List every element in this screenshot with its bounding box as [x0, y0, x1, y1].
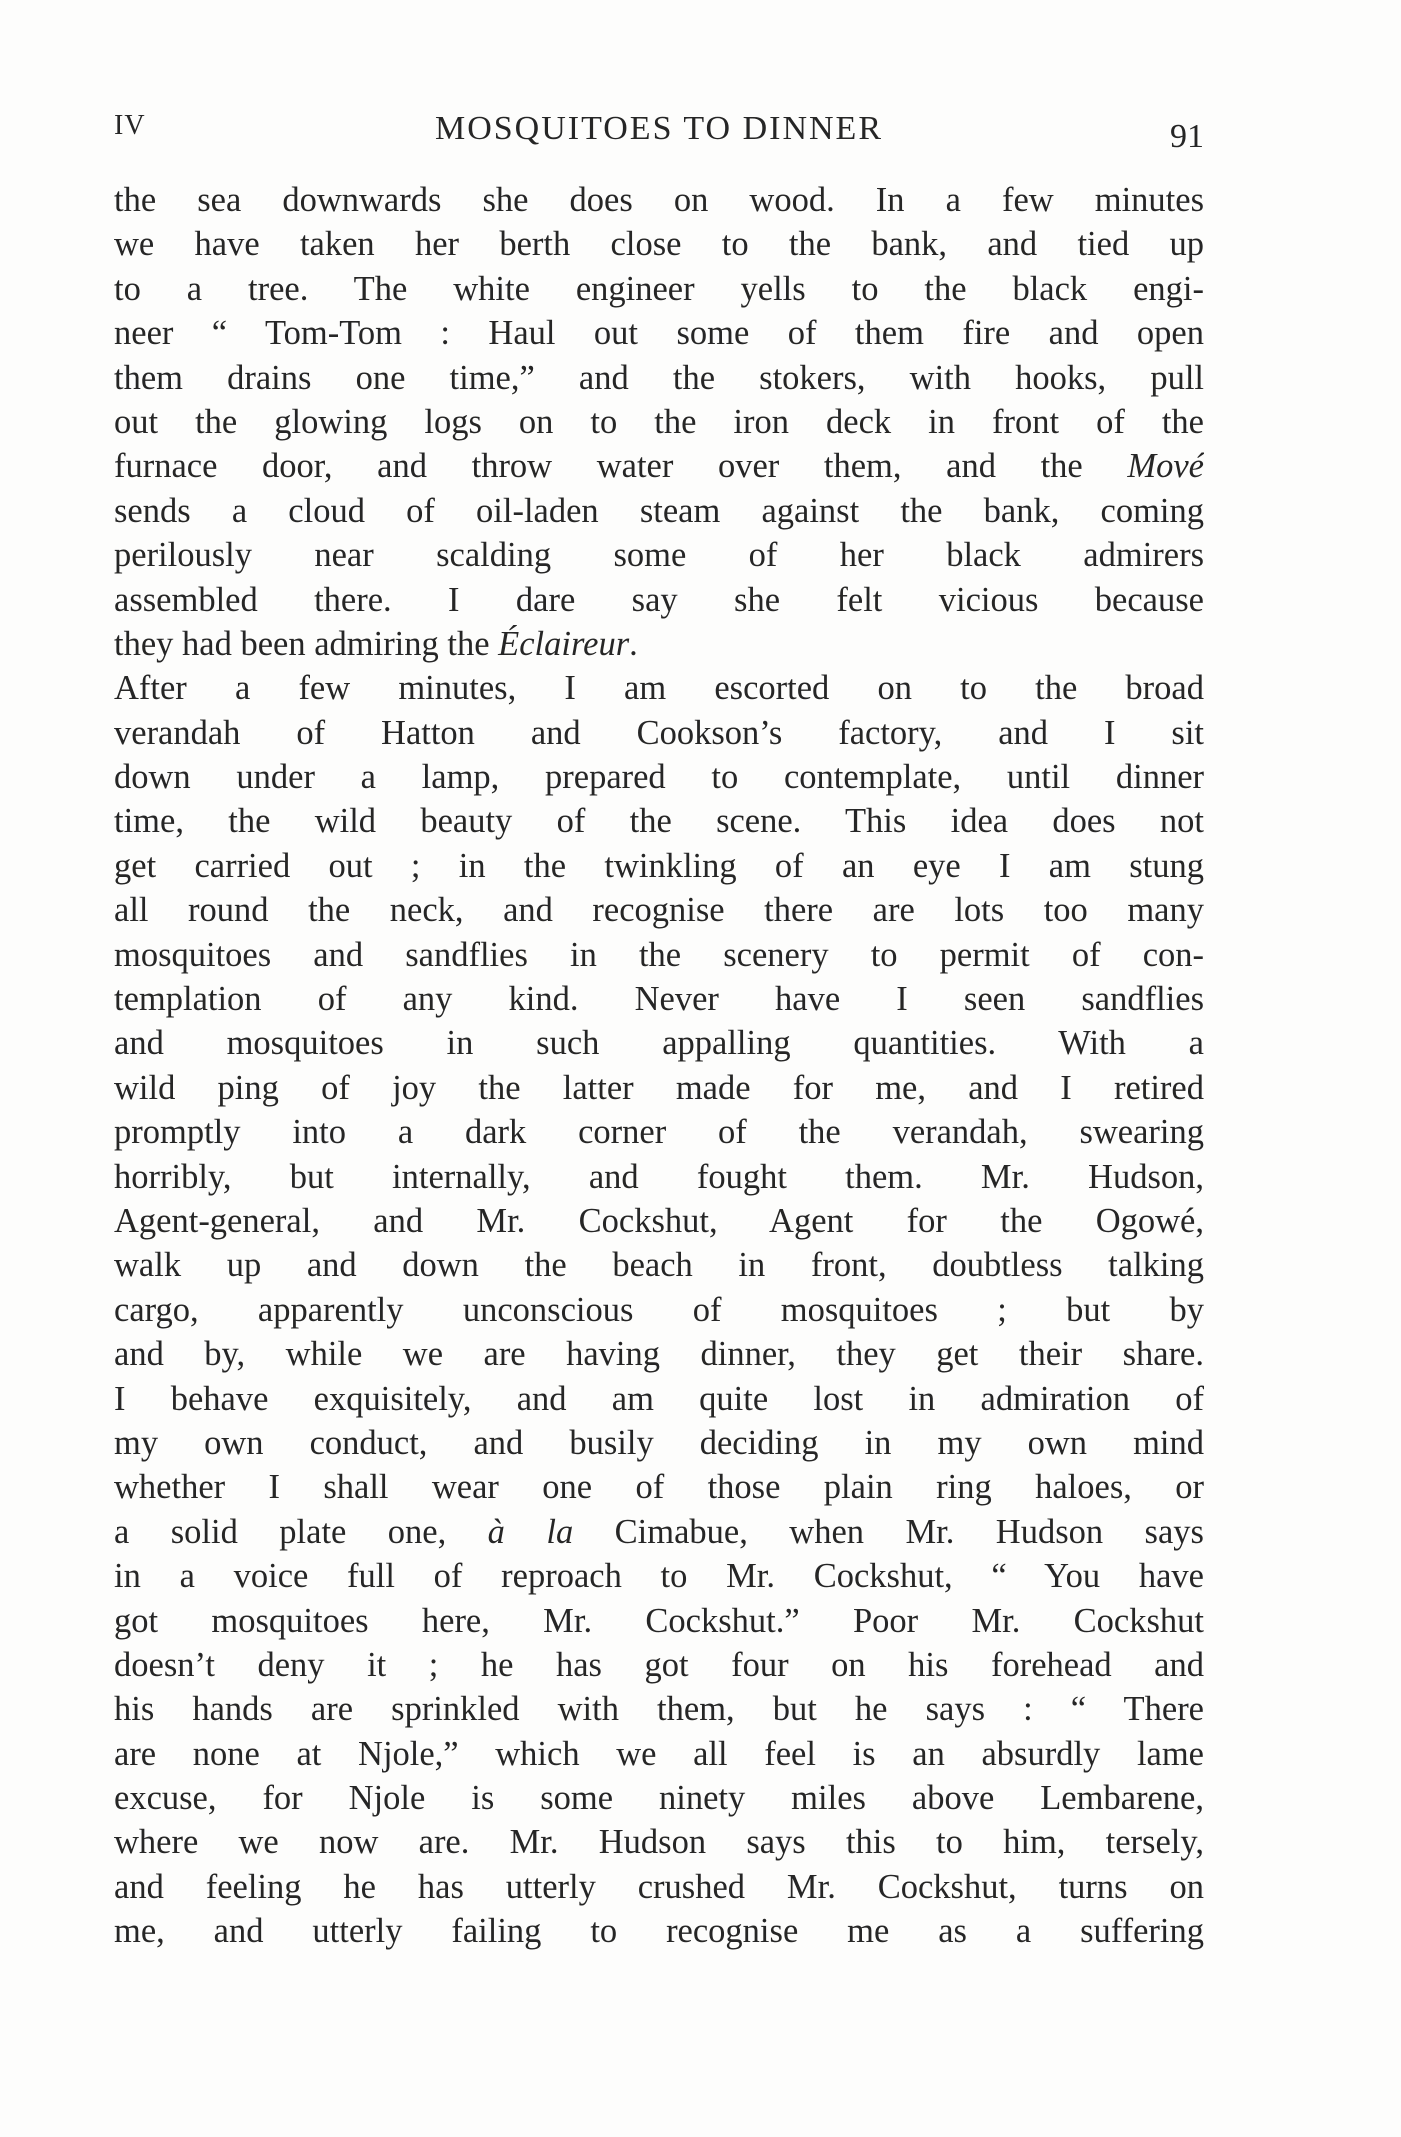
text-line: got mosquitoes here, Mr. Cockshut.” Poor Mr. Cockshut — [114, 1601, 1204, 1640]
text-line: and feeling he has utterly crushed Mr. Cockshut, turns on — [114, 1867, 1204, 1906]
text-line: me, and utterly failing to recognise me as a suffering — [114, 1912, 1204, 1951]
text-line: mosquitoes and sandflies in the scenery to permit of con- — [114, 935, 1204, 974]
text-line: wild ping of joy the latter made for me, and I retired — [114, 1068, 1204, 1107]
text-line: cargo, apparently unconscious of mosquitoes ; but by — [114, 1290, 1204, 1329]
text-line: After a few minutes, I am escorted on to the broad — [114, 669, 1204, 708]
text-line: doesn’t deny it ; he has got four on his forehead and — [114, 1645, 1204, 1684]
text-line: walk up and down the beach in front, doubtless talking — [114, 1246, 1204, 1285]
text-line: they had been admiring the Éclaireur. — [114, 624, 638, 663]
body-text — [114, 178, 1204, 1954]
text-line: get carried out ; in the twinkling of an eye I am stung — [114, 846, 1204, 885]
text-line: perilously near scalding some of her black admirers — [114, 536, 1204, 575]
text-line: are none at Njole,” which we all feel is an absurdly lame — [114, 1734, 1204, 1773]
text-line: and by, while we are having dinner, they get their share. — [114, 1335, 1204, 1374]
text-line: and mosquitoes in such appalling quantities. With a — [114, 1024, 1204, 1063]
page-number: 91 — [1170, 118, 1204, 155]
running-title: MOSQUITOES TO DINNER — [434, 110, 884, 147]
text-line: verandah of Hatton and Cookson’s factory, and I sit — [114, 713, 1204, 752]
text-line: sends a cloud of oil-laden steam against the bank, coming — [114, 491, 1204, 530]
text-line: down under a lamp, prepared to contemplate, until dinner — [114, 758, 1204, 797]
text-line: in a voice full of reproach to Mr. Cockshut, “ You have — [114, 1557, 1204, 1596]
text-line: time, the wild beauty of the scene. This idea does not — [114, 802, 1204, 841]
text-line: we have taken her berth close to the bank, and tied up — [114, 225, 1204, 264]
text-line: templation of any kind. Never have I seen sandflies — [114, 980, 1204, 1019]
text-line: promptly into a dark corner of the verandah, swearing — [114, 1113, 1204, 1152]
text-line: excuse, for Njole is some ninety miles above Lembarene, — [114, 1779, 1204, 1818]
running-header — [114, 112, 1204, 162]
text-line: whether I shall wear one of those plain ring haloes, or — [114, 1468, 1204, 1507]
text-line: his hands are sprinkled with them, but he says : “ There — [114, 1690, 1204, 1729]
text-line: a solid plate one, à la Cimabue, when Mr. Hudson says — [114, 1512, 1204, 1551]
chapter-number: IV — [114, 110, 146, 141]
text-line: furnace door, and throw water over them, and the Mové — [114, 447, 1204, 486]
text-line: where we now are. Mr. Hudson says this to him, tersely, — [114, 1823, 1204, 1862]
text-line: horribly, but internally, and fought them. Mr. Hudson, — [114, 1157, 1204, 1196]
text-line: assembled there. I dare say she felt vicious because — [114, 580, 1204, 619]
text-line: to a tree. The white engineer yells to the black engi- — [114, 269, 1204, 308]
text-line: my own conduct, and busily deciding in my own mind — [114, 1423, 1204, 1462]
text-line: all round the neck, and recognise there are lots too many — [114, 891, 1204, 930]
text-line: neer “ Tom-Tom : Haul out some of them fire and open — [114, 314, 1204, 353]
text-line: the sea downwards she does on wood. In a few minutes — [114, 181, 1204, 219]
text-line: Agent-general, and Mr. Cockshut, Agent for the Ogowé, — [114, 1201, 1204, 1240]
text-line: out the glowing logs on to the iron deck in front of the — [114, 402, 1204, 441]
text-line: I behave exquisitely, and am quite lost in admiration of — [114, 1379, 1204, 1418]
text-line: them drains one time,” and the stokers, with hooks, pull — [114, 358, 1204, 397]
